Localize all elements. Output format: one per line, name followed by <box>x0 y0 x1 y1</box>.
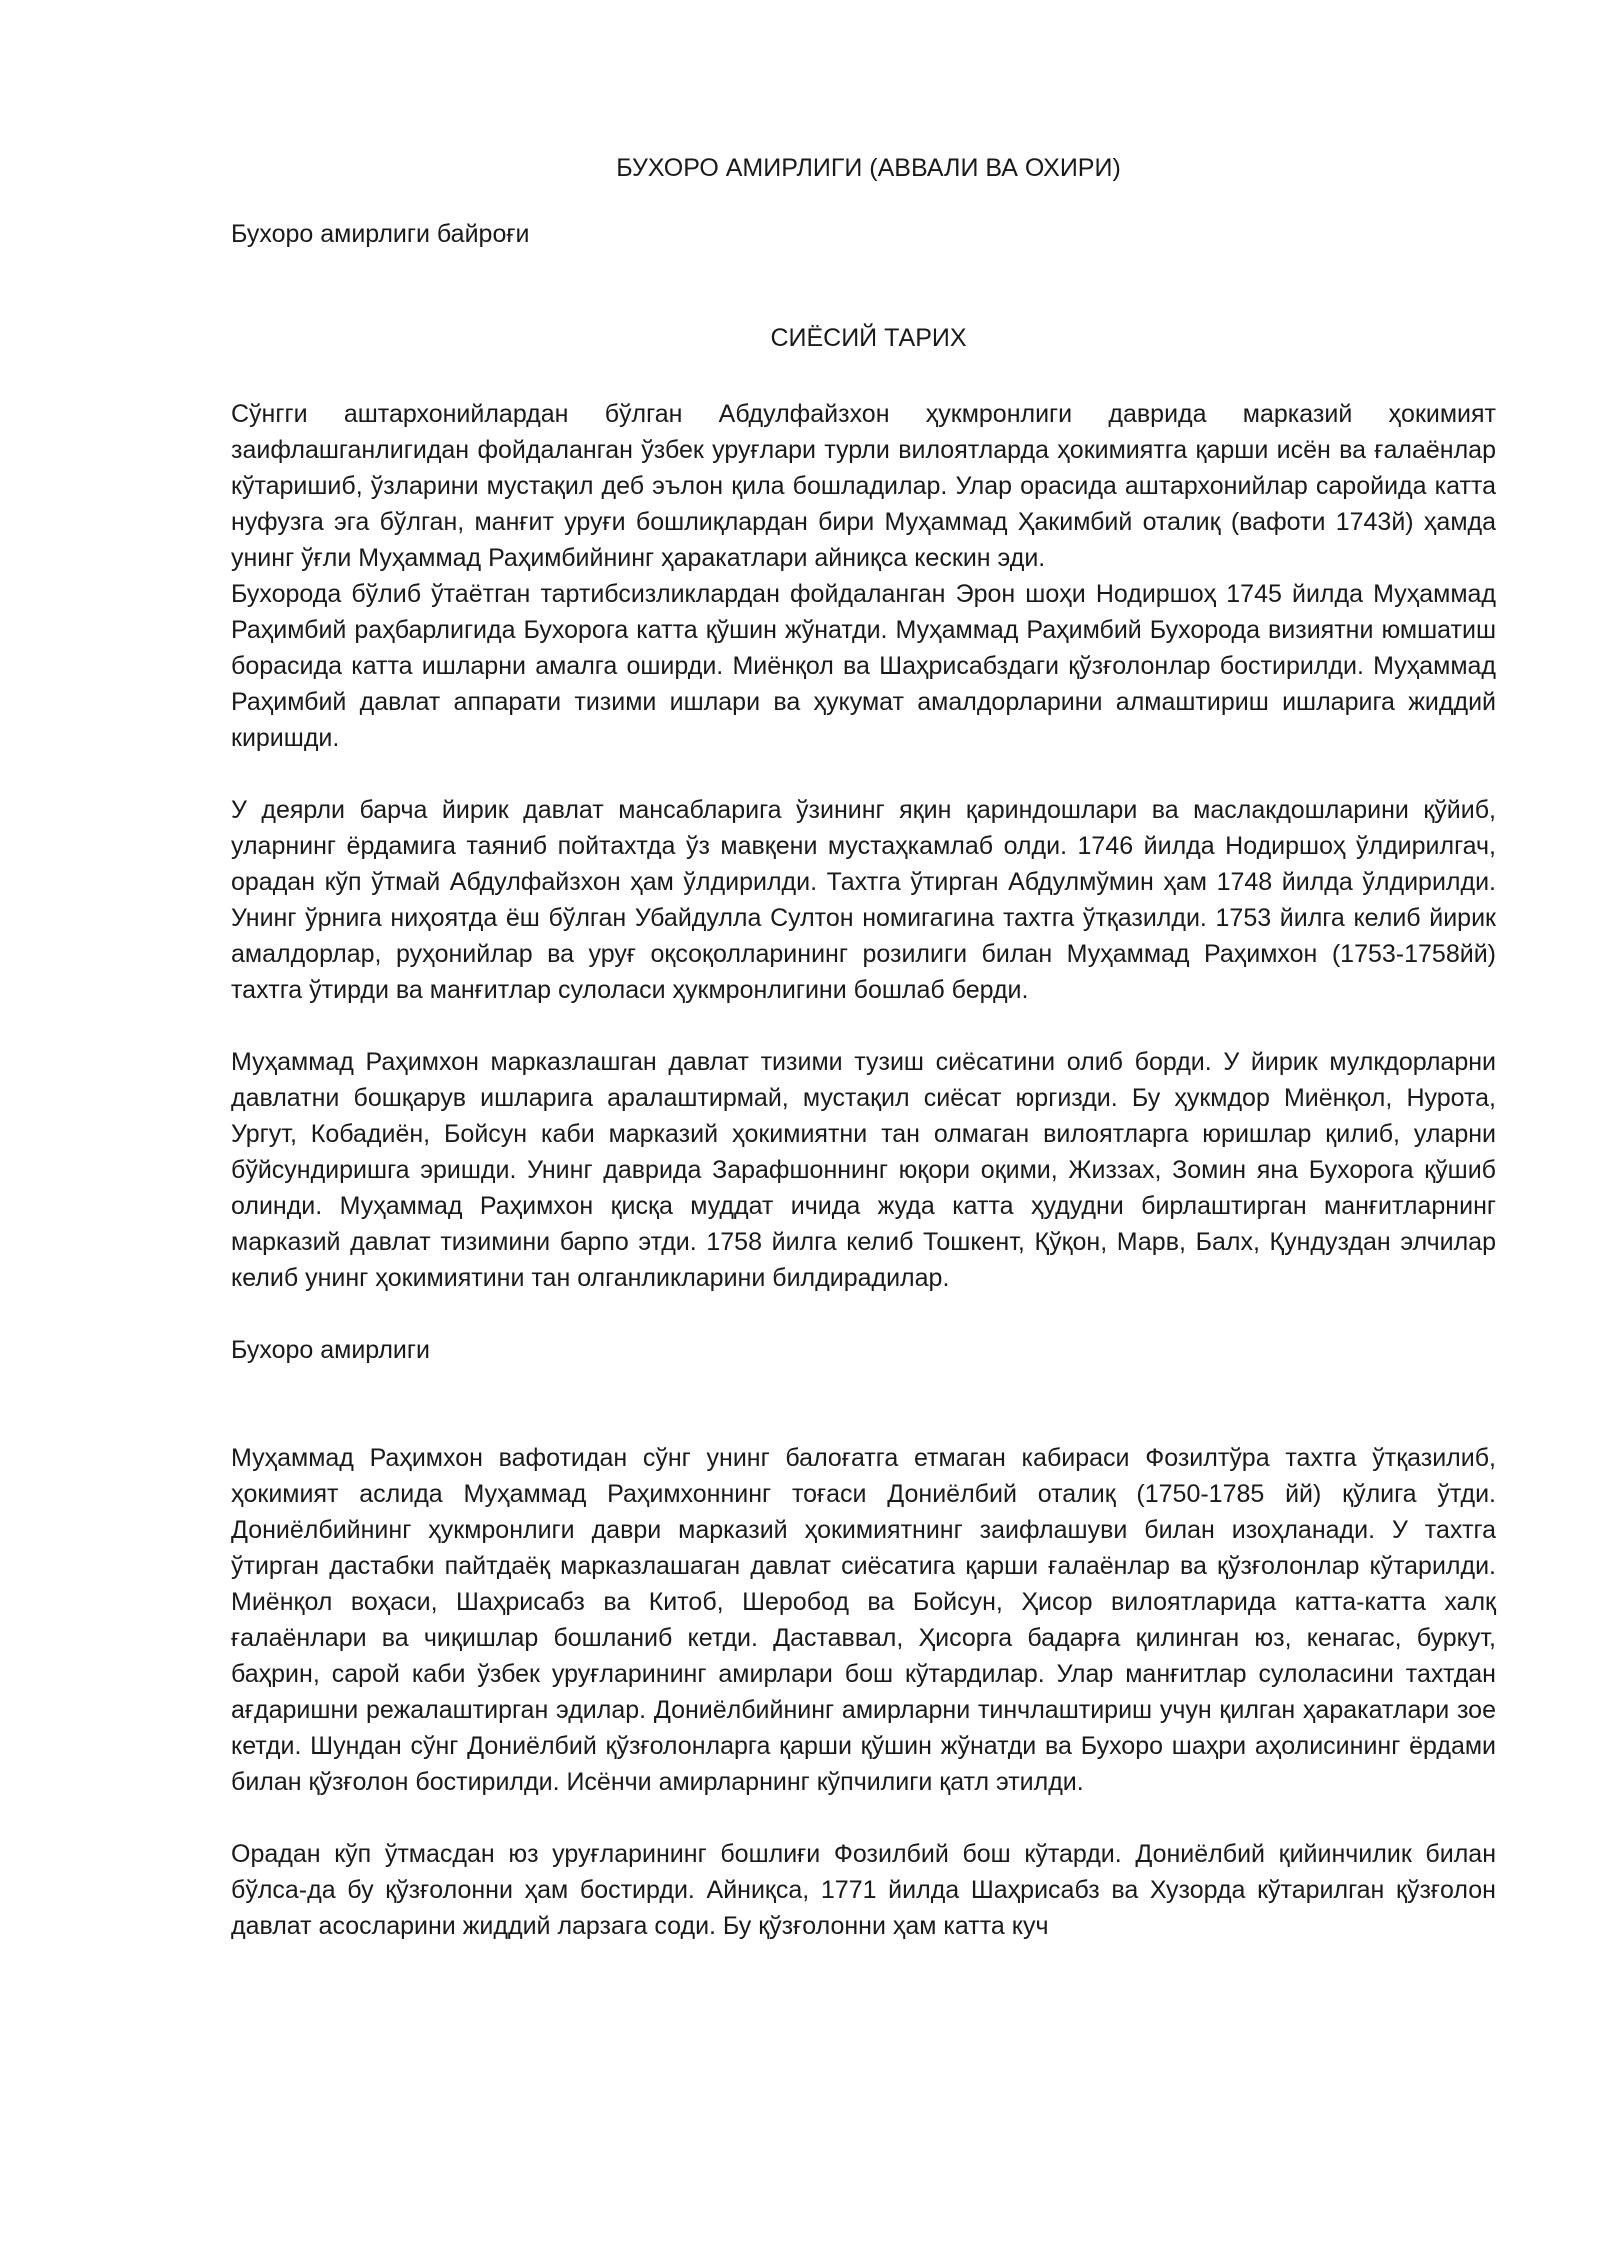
emirate-caption: Бухоро амирлиги <box>231 1336 430 1364</box>
body-paragraph: У деярли барча йирик давлат мансабларига ўзининг яқин қариндошлари ва маслакдошларини қўйиб, уларнинг ёрдамига таяниб пойтахтда ўз мавқени мустаҳкамлаб олди. 1746 йилда Нодиршоҳ ўлдирилгач, орадан кўп ўтмай Абдулфайзхон ҳам ўлдирилди. Тахтга ўтирган Абдулмўмин ҳам 1748 йилда ўлдирилди. Унинг ўрнига ниҳоятда ёш бўлган Убайдулла Султон номигагина тахтга ўтқазилди. 1753 йилга келиб йирик амалдорлар, руҳонийлар ва уруғ оқсоқолларининг розилиги билан Муҳаммад Раҳимхон (1753-1758йй) тахтга ўтирди ва манғитлар сулоласи ҳукмронлигини бошлаб берди. <box>231 796 1496 1004</box>
body-paragraph: Муҳаммад Раҳимхон вафотидан сўнг унинг балоғатга етмаган кабираси Фозилтўра тахтга ўтқазилиб, ҳокимият аслида Муҳаммад Раҳимхоннинг тоғаси Дониёлбий оталиқ (1750-1785 йй) қўлига ўтди. Дониёлбийнинг ҳукмронлиги даври марказий ҳокимиятнинг заифлашуви билан изоҳланади. У тахтга ўтирган дастабки пайтдаёқ марказлашаган давлат сиёсатига қарши ғалаёнлар ва қўзғолонлар кўтарилди. Миёнқол воҳаси, Шаҳрисабз ва Китоб, Шеробод ва Бойсун, Ҳисор вилоятларида катта-катта халқ ғалаёнлари ва чиқишлар бошланиб кетди. Даставвал, Ҳисорга бадарға қилинган юз, кенагас, буркут, баҳрин, сарой каби ўзбек уруғларининг амирлари бош кўтардилар. Улар манғитлар сулоласини тахтдан ағдаришни режалаштирган эдилар. Дониёлбийнинг амирларни тинчлаштириш учун қилган ҳаракатлари зое кетди. Шундан сўнг Дониёлбий қўзғолонларга қарши қўшин жўнатди ва Бухоро шаҳри аҳолисининг ёрдами билан қўзғолон бостирилди. Исёнчи амирларнинг кўпчилиги қатл этилди. <box>231 1444 1496 1796</box>
document-title: БУХОРО АМИРЛИГИ (АВВАЛИ ВА ОХИРИ) <box>616 154 1121 182</box>
document-page <box>231 150 1496 1944</box>
body-paragraph: Муҳаммад Раҳимхон марказлашган давлат тизими тузиш сиёсатини олиб борди. У йирик мулкдорларни давлатни бошқарув ишларига аралаштирмай, мустақил сиёсат юргизди. Бу ҳукмдор Миёнқол, Нурота, Ургут, Кобадиён, Бойсун каби марказий ҳокимиятни тан олмаган вилоятларга юришлар қилиб, уларни бўйсундиришга эришди. Унинг даврида Зарафшоннинг юқори оқими, Жиззах, Зомин яна Бухорога қўшиб олинди. Муҳаммад Раҳимхон қисқа муддат ичида жуда катта ҳудудни бирлаштирган манғитларнинг марказий давлат тизимини барпо этди. 1758 йилга келиб Тошкент, Қўқон, Марв, Балх, Қундуздан элчилар келиб унинг ҳокимиятини тан олганликларини билдирадилар. <box>231 1048 1496 1292</box>
flag-caption: Бухоро амирлиги байроғи <box>231 220 530 248</box>
body-paragraph: Орадан кўп ўтмасдан юз уруғларининг бошлиғи Фозилбий бош кўтарди. Дониёлбий қийинчилик билан бўлса-да бу қўзғолонни ҳам бостирди. Айниқса, 1771 йилда Шаҳрисабз ва Хузорда кўтарилган қўзғолон давлат асосларини жиддий ларзага соди. Бу қўзғолонни ҳам катта куч <box>231 1840 1496 1940</box>
section-title: СИЁСИЙ ТАРИХ <box>770 324 967 352</box>
body-paragraph: Бухорода бўлиб ўтаётган тартибсизликлардан фойдаланган Эрон шоҳи Нодиршоҳ 1745 йилда Муҳаммад Раҳимбий раҳбарлигида Бухорога катта қўшин жўнатди. Муҳаммад Раҳимбий Бухорода визиятни юмшатиш борасида катта ишларни амалга оширди. Миёнқол ва Шаҳрисабздаги қўзғолонлар бостирилди. Муҳаммад Раҳимбий давлат аппарати тизими ишлари ва ҳукумат амалдорларини алмаштириш ишларига жиддий киришди. <box>231 580 1496 752</box>
body-paragraph: Сўнгги аштархонийлардан бўлган Абдулфайзхон ҳукмронлиги даврида марказий ҳокимият заифлашганлигидан фойдаланган ўзбек уруғлари турли вилоятларда ҳокимиятга қарши исён ва ғалаёнлар кўтаришиб, ўзларини мустақил деб эълон қила бошладилар. Улар орасида аштархонийлар саройида катта нуфузга эга бўлган, манғит уруғи бошлиқлардан бири Муҳаммад Ҳакимбий оталиқ (вафоти 1743й) ҳамда унинг ўғли Муҳаммад Раҳимбийнинг ҳаракатлари айниқса кескин эди. <box>231 400 1496 572</box>
